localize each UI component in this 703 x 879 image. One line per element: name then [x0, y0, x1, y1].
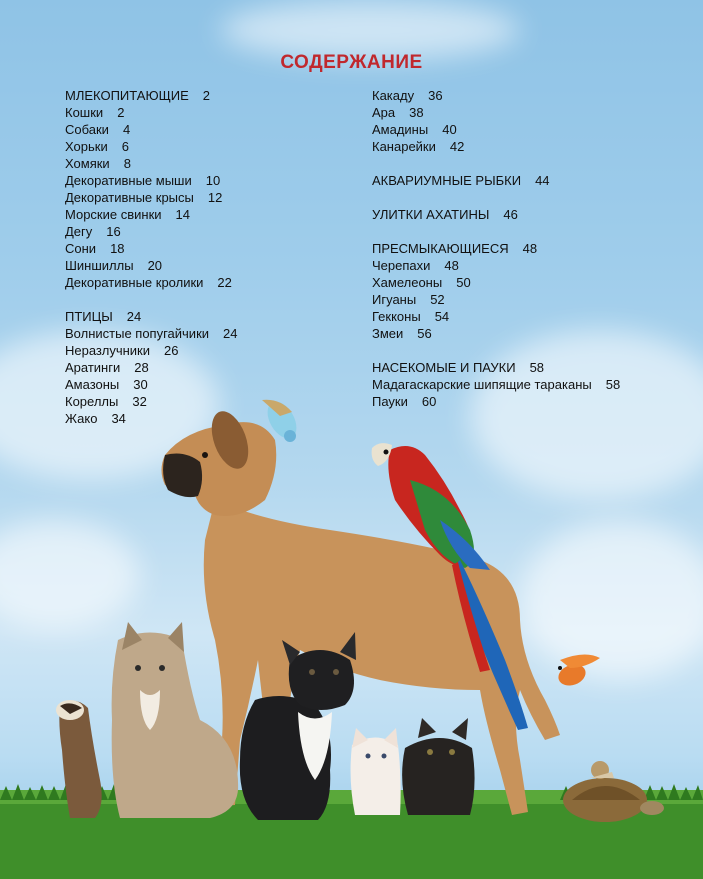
toc-entry-label: НАСЕКОМЫЕ И ПАУКИ [372, 360, 516, 375]
toc-entry-page: 36 [428, 88, 443, 103]
toc-entry [65, 410, 238, 427]
page-title: СОДЕРЖАНИЕ [280, 52, 423, 73]
toc-entry-label: Хомяки [65, 156, 110, 171]
toc-entry-label: Ара [372, 105, 396, 120]
toc-entry [65, 87, 238, 104]
toc-entry-label: Декоративные мыши [65, 173, 192, 188]
toc-entry [372, 291, 620, 308]
toc-entry-label: Гекконы [372, 309, 421, 324]
toc-entry [65, 376, 238, 393]
toc-entry-page: 48 [522, 241, 538, 256]
kitten-white [351, 728, 401, 815]
toc-entry-label: Морские свинки [65, 207, 162, 222]
toc-entry [65, 189, 238, 206]
toc-entry-page: 38 [409, 105, 424, 120]
toc-entry [372, 257, 620, 274]
toc-entry [372, 121, 620, 138]
toc-entry [65, 172, 238, 189]
toc-entry-label: ПТИЦЫ [65, 309, 113, 324]
toc-right-column [372, 87, 620, 410]
toc-entry [372, 87, 620, 104]
toc-entry-label: Волнистые попугайчики [65, 326, 210, 341]
toc-entry-page: 50 [456, 275, 471, 290]
toc-entry-page: 30 [133, 377, 148, 392]
toc-entry-label: Черепахи [372, 258, 431, 273]
toc-entry-page: 32 [132, 394, 147, 409]
toc-entry-label: Декоративные кролики [65, 275, 204, 290]
toc-entry-page: 6 [121, 139, 129, 154]
toc-entry [372, 138, 620, 155]
toc-entry-page: 24 [126, 309, 142, 324]
toc-spacer [372, 342, 620, 359]
toc-entry [372, 393, 620, 410]
toc-entry-label: Собаки [65, 122, 109, 137]
snail [590, 761, 614, 779]
toc-entry-page: 16 [106, 224, 121, 239]
toc-entry-page: 20 [147, 258, 163, 273]
toc-spacer [65, 291, 238, 308]
toc-entry-label: Игуаны [372, 292, 417, 307]
toc-entry [65, 308, 238, 325]
toc-entry-page: 44 [535, 173, 550, 188]
toc-entry-label: МЛЕКОПИТАЮЩИЕ [65, 88, 189, 103]
toc-entry [372, 274, 620, 291]
toc-entry-page: 24 [223, 326, 238, 341]
toc-entry-label: Какаду [372, 88, 415, 103]
toc-left-column [65, 87, 238, 427]
toc-entry-label: Хамелеоны [372, 275, 443, 290]
toc-entry-label: УЛИТКИ АХАТИНЫ [372, 207, 490, 222]
toc-entry-label: Пауки [372, 394, 408, 409]
toc-entry-label: Мадагаскарские шипящие тараканы [372, 377, 592, 392]
toc-entry-page: 18 [110, 241, 125, 256]
toc-entry [65, 359, 238, 376]
toc-entry-label: Сони [65, 241, 97, 256]
toc-entry [65, 104, 238, 121]
toc-entry-page: 10 [205, 173, 221, 188]
toc-entry-page: 48 [444, 258, 459, 273]
toc-entry [372, 376, 620, 393]
toc-entry [372, 325, 620, 342]
toc-entry [372, 359, 620, 376]
toc-entry-page: 56 [417, 326, 432, 341]
toc-entry-label: Аратинги [65, 360, 121, 375]
toc-entry-page: 8 [123, 156, 131, 171]
toc-entry-label: Дегу [65, 224, 93, 239]
toc-entry [65, 325, 238, 342]
toc-entry-label: Шиншиллы [65, 258, 134, 273]
toc-entry [65, 223, 238, 240]
toc-entry-label: Кошки [65, 105, 104, 120]
toc-entry [372, 172, 620, 189]
toc-entry [65, 257, 238, 274]
toc-entry-page: 14 [175, 207, 190, 222]
toc-entry-page: 42 [449, 139, 465, 154]
toc-spacer [372, 223, 620, 240]
toc-entry-page: 26 [164, 343, 179, 358]
toc-entry-label: Амадины [372, 122, 429, 137]
toc-entry [65, 206, 238, 223]
toc-entry [65, 240, 238, 257]
toc-entry-label: Змеи [372, 326, 404, 341]
toc-entry-page: 4 [122, 122, 131, 137]
toc-entry-page: 54 [434, 309, 450, 324]
toc-entry-page: 22 [217, 275, 232, 290]
toc-entry-page: 34 [111, 411, 126, 426]
bird-canary [555, 654, 600, 689]
toc-entry [65, 121, 238, 138]
toc-entry-label: Амазоны [65, 377, 120, 392]
toc-spacer [372, 155, 620, 172]
toc-entry-label: Декоративные крысы [65, 190, 194, 205]
toc-entry-page: 2 [117, 105, 125, 120]
toc-entry-label: АКВАРИУМНЫЕ РЫБКИ [372, 173, 522, 188]
toc-entry-page: 58 [529, 360, 545, 375]
toc-entry [372, 206, 620, 223]
toc-entry [65, 342, 238, 359]
toc-entry-page: 58 [605, 377, 621, 392]
toc-entry [65, 393, 238, 410]
toc-spacer [372, 189, 620, 206]
toc-entry-page: 60 [421, 394, 437, 409]
toc-entry [372, 240, 620, 257]
toc-entry-label: ПРЕСМЫКАЮЩИЕСЯ [372, 241, 509, 256]
toc-entry [372, 104, 620, 121]
toc-entry-page: 28 [134, 360, 149, 375]
toc-entry-label: Неразлучники [65, 343, 150, 358]
toc-entry-label: Канарейки [372, 139, 436, 154]
toc-entry-label: Кореллы [65, 394, 119, 409]
toc-entry [372, 308, 620, 325]
toc-entry-page: 52 [430, 292, 445, 307]
toc-entry [65, 274, 238, 291]
toc-entry-page: 46 [503, 207, 518, 222]
toc-entry [65, 138, 238, 155]
toc-entry-label: Хорьки [65, 139, 108, 154]
toc-entry-page: 12 [207, 190, 223, 205]
kitten-black [402, 718, 474, 815]
toc-entry-label: Жако [65, 411, 98, 426]
toc-entry [65, 155, 238, 172]
toc-entry-page: 40 [442, 122, 457, 137]
toc-entry-page: 2 [202, 88, 211, 103]
